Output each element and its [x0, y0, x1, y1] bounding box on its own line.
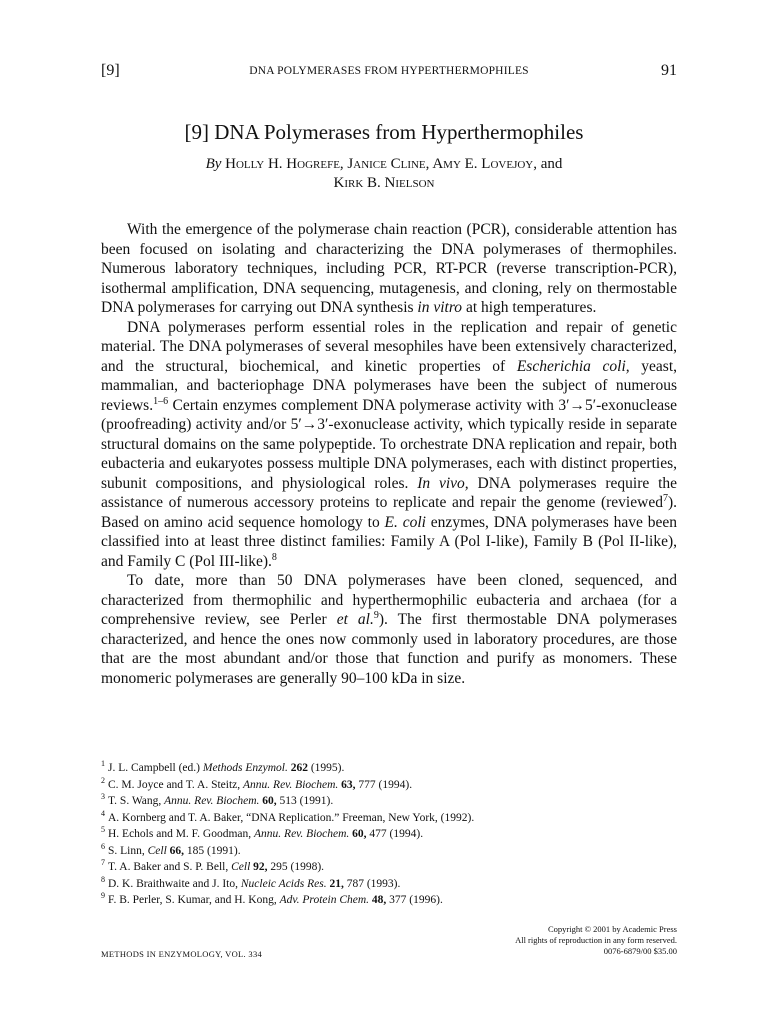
- footnote-volume: 60,: [349, 828, 367, 840]
- byline-authors-2: Kirk B. Nielson: [333, 175, 435, 191]
- footnote-journal: Adv. Protein Chem.: [279, 894, 370, 906]
- footnote-text: D. K. Braithwaite and J. Ito,: [108, 877, 241, 890]
- footnote-journal: Cell: [147, 844, 167, 857]
- footnote-volume: 21,: [326, 877, 344, 890]
- footnote-pages: 777 (1994).: [355, 778, 413, 791]
- p1-text-a: With the emergence of the polymerase chain reaction (PCR), considerable attention has been focused on isolating and characterizing the DNA polymerases of thermophiles. Numerous laboratory techniques, including PCR, RT-PCR (reverse transcription-PCR), isothermal amplification, DNA sequencing, mutagenesis, and cloning, rely on thermostable DNA polymerases for carrying out DNA synthesis: [101, 221, 677, 316]
- footnote-number: 7: [101, 858, 105, 868]
- p3-text-b: ). The first thermostable DNA polymerases characterized, and hence the ones now commonly used in laboratory procedures, are those that are the most abundant and/or those that function and purify as monomers. These monomeric polymerases are generally 90–100 kDa in size.: [101, 611, 677, 687]
- footnote-pages: 513 (1991).: [276, 795, 334, 807]
- footnote-volume: 66,: [166, 844, 185, 857]
- footnote-pages: 185 (1991).: [184, 844, 241, 857]
- p2-italic-ecoli: Escherichia coli,: [516, 357, 630, 375]
- issn-price-line: 0076-6879/00 $35.00: [603, 946, 677, 956]
- footnote-number: 6: [101, 841, 105, 851]
- footnote-number: 1: [101, 759, 105, 769]
- footnote-pages: 377 (1996).: [386, 894, 443, 906]
- copyright-notice: [515, 924, 677, 957]
- footnote-journal: Annu. Rev. Biochem.: [254, 828, 350, 840]
- running-head: [101, 62, 677, 82]
- rights-line: All rights of reproduction in any form reserved.: [515, 935, 677, 945]
- footnote-number: 2: [101, 775, 105, 785]
- byline-and: and: [540, 156, 563, 172]
- citation-superscript: 8: [271, 551, 277, 563]
- body-text: [101, 220, 677, 688]
- p3-italic-etal: et al.: [336, 611, 374, 628]
- footnote-number: 4: [101, 808, 105, 818]
- running-title: DNA POLYMERASES FROM HYPERTHERMOPHILES: [249, 65, 529, 77]
- footnote-volume: 262: [287, 762, 308, 774]
- citation-superscript: 7: [662, 492, 668, 504]
- footnote-journal: Methods Enzymol.: [202, 762, 288, 774]
- p2-text-f: enzymes, DNA polymerases have been classified into at least three distinct families: Family A (Pol I-like), Family B (Pol II-like), and Family C (Pol III-like).: [101, 513, 677, 570]
- byline-line-2: [0, 174, 768, 193]
- footnote: [101, 826, 677, 843]
- copyright-line: Copyright © 2001 by Academic Press: [548, 924, 677, 934]
- chapter-title: [9] DNA Polymerases from Hyperthermophiles: [184, 120, 584, 144]
- citation-superscript: 9: [373, 609, 379, 621]
- paragraph-2: [101, 318, 677, 572]
- p1-text-b: at high temperatures.: [462, 299, 597, 316]
- p1-italic-in-vitro: in vitro: [417, 299, 463, 316]
- footnote: [101, 793, 677, 810]
- p2-text-c: Certain enzymes complement DNA polymerase activity with 3′→5′-exonuclease (proofreading) activity and/or 5′→3′-exonuclease activity, which typically reside in separate structural domains on the same polypeptide. To orchestrate DNA replication and repair, both eubacteria and eukaryotes possess multiple DNA polymerases, each with distinct properties, subunit compositions, and physiological roles.: [101, 396, 677, 492]
- footnote-pages: 787 (1993).: [343, 877, 401, 890]
- byline-line-1: [0, 155, 768, 174]
- p3-text-a: To date, more than 50 DNA polymerases have been cloned, sequenced, and characterized from thermophilic and hyperthermophilic eubacteria and archaea (for a comprehensive review, see Perler: [101, 572, 677, 628]
- footnote: [101, 859, 677, 876]
- paragraph-1: [101, 220, 677, 318]
- footnote-volume: 60,: [259, 795, 277, 807]
- footnote-journal: Annu. Rev. Biochem.: [164, 795, 260, 807]
- footnote-pages: (1995).: [307, 762, 345, 774]
- p2-text-b: yeast, mammalian, and bacteriophage DNA polymerases have been the subject of numerous reviews.: [101, 357, 677, 414]
- footnote-number: 8: [101, 874, 105, 884]
- footnote-pages: 295 (1998).: [267, 861, 325, 873]
- footnote: [101, 810, 677, 827]
- footnote: [101, 843, 677, 860]
- footnote-volume: 92,: [250, 861, 268, 873]
- footnote-pages: 477 (1994).: [366, 828, 424, 840]
- footnote-journal: Annu. Rev. Biochem.: [243, 778, 339, 791]
- footnote-journal: Cell: [231, 861, 251, 873]
- paragraph-3: [101, 571, 677, 688]
- footnote: [101, 760, 677, 777]
- footnote-journal: Nucleic Acids Res.: [240, 877, 327, 890]
- footnote-text: H. Echols and M. F. Goodman,: [108, 828, 255, 840]
- footnote-text: T. A. Baker and S. P. Bell,: [108, 861, 232, 873]
- citation-superscript: 1–6: [153, 395, 169, 407]
- footnote-number: 3: [101, 792, 105, 802]
- footnote-number: 9: [101, 891, 105, 901]
- page-number: 91: [661, 62, 677, 79]
- byline-by: By: [205, 156, 222, 172]
- footnote-text: T. S. Wang,: [108, 795, 165, 807]
- footnote: [101, 892, 677, 909]
- volume-line: METHODS IN ENZYMOLOGY, VOL. 334: [101, 949, 263, 959]
- p2-italic-in-vivo: In vivo,: [417, 474, 469, 492]
- footnote: [101, 777, 677, 794]
- p2-italic-ecoli-2: E. coli: [384, 513, 426, 531]
- footnote-text: S. Linn,: [108, 844, 148, 857]
- footnote-volume: 63,: [338, 778, 356, 791]
- chapter-number: [9]: [101, 62, 120, 79]
- footnote-text: A. Kornberg and T. A. Baker, “DNA Replication.” Freeman, New York, (1992).: [108, 811, 475, 824]
- byline-authors-1: Holly H. Hogrefe, Janice Cline, Amy E. Lovejoy,: [225, 156, 537, 172]
- p2-text-e: ). Based on amino acid sequence homology to: [101, 494, 677, 531]
- footnotes: [101, 760, 677, 909]
- footnote-text: C. M. Joyce and T. A. Steitz,: [108, 778, 244, 791]
- footnote-text: F. B. Perler, S. Kumar, and H. Kong,: [108, 894, 280, 906]
- footnote: [101, 876, 677, 893]
- p2-text-d: DNA polymerases require the assistance of numerous accessory proteins to replicate and repair the genome (reviewed: [101, 474, 678, 511]
- p2-text-a: DNA polymerases perform essential roles in the replication and repair of genetic material. The DNA polymerases of several mesophiles have been extensively characterized, and the structural, biochemical, and kinetic properties of: [101, 318, 677, 375]
- footnote-number: 5: [101, 825, 105, 835]
- footnote-text: J. L. Campbell (ed.): [108, 762, 203, 774]
- footnote-volume: 48,: [369, 894, 387, 906]
- author-byline: [0, 155, 768, 193]
